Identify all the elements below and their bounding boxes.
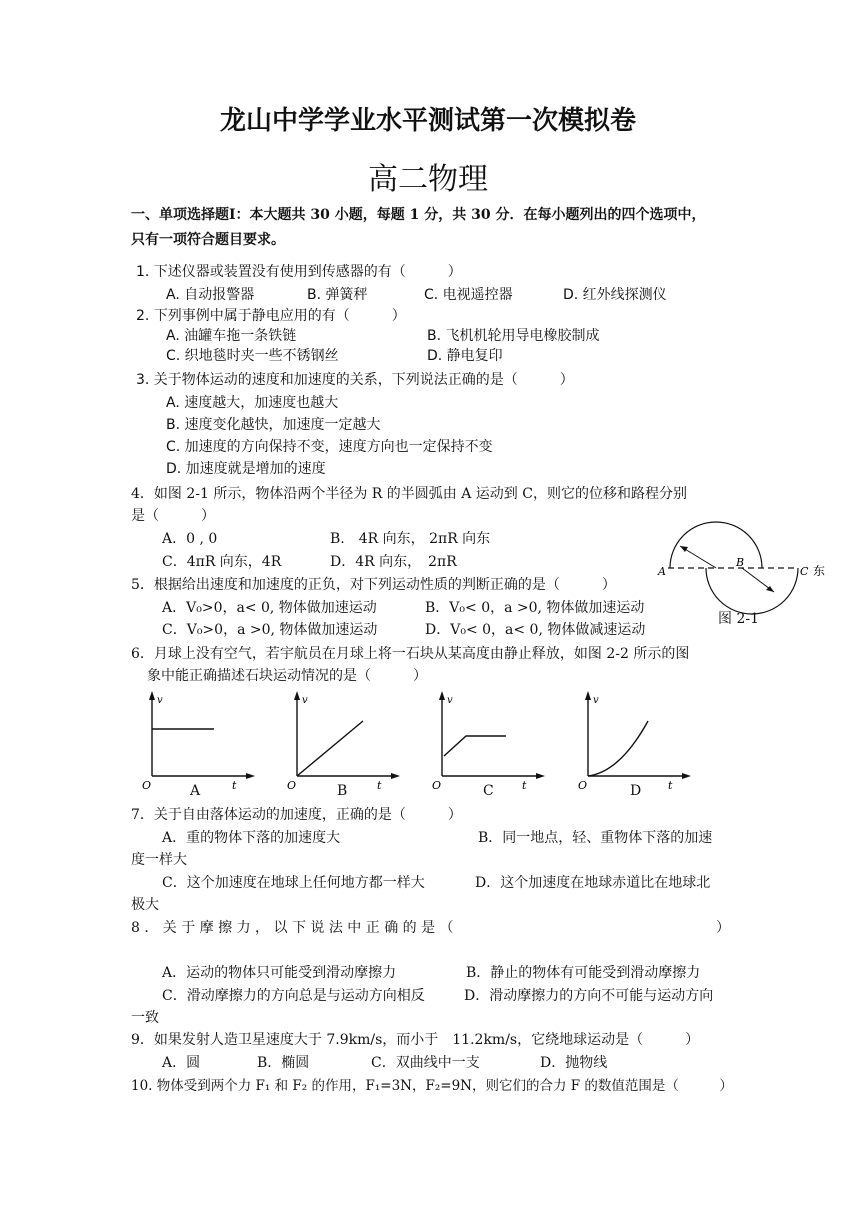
- q8-stem: 8 ． 关 于 摩 擦 力 ， 以 下 说 法 中 正 确 的 是 （: [131, 920, 454, 936]
- figure-label-a: A: [658, 565, 666, 578]
- q8-stem-paren: ）: [716, 920, 730, 936]
- q1-option-d: D. 红外线探测仪: [563, 287, 667, 303]
- q8-option-a: A．运动的物体只可能受到滑动摩擦力: [162, 965, 397, 981]
- graph-b-axis-v: v: [302, 695, 308, 706]
- graph-d-origin: O: [578, 779, 588, 792]
- figure-label-c: C: [800, 565, 809, 578]
- graph-a-axis-v: v: [157, 695, 163, 706]
- figure-label-b: B: [736, 556, 745, 569]
- graph-a-axis-t: t: [232, 779, 237, 792]
- graph-c-origin: O: [432, 779, 442, 792]
- graph-a-origin: O: [142, 779, 152, 792]
- figure-label-east: 东: [813, 564, 826, 578]
- q2-option-d: D. 静电复印: [427, 348, 503, 364]
- q4-stem-line2: 是（ ）: [131, 508, 215, 524]
- q9-option-a: A．圆: [162, 1055, 201, 1071]
- page-title: 龙山中学学业水平测试第一次模拟卷: [220, 106, 637, 136]
- q4-option-c: C．4πR 向东，4R: [162, 554, 282, 570]
- q3-option-a: A. 速度越大，加速度也越大: [166, 395, 339, 411]
- graph-c-axis-t: t: [522, 779, 527, 792]
- graph-c: [428, 688, 558, 796]
- q7-option-d-line2: 极大: [131, 897, 159, 913]
- q1-option-c: C. 电视遥控器: [424, 287, 513, 303]
- q2-option-a: A. 油罐车拖一条铁链: [166, 328, 297, 344]
- graph-b-line: [297, 721, 363, 776]
- q8-option-d-line1: D．滑动摩擦力的方向不可能与运动方向: [464, 988, 714, 1004]
- q5-option-d: D．V₀< 0，a< 0, 物体做减速运动: [425, 622, 646, 638]
- graph-label-d: D: [630, 783, 642, 799]
- section-heading-line1: 一、单项选择题Ⅰ：本大题共 30 小题，每题 1 分，共 30 分．在每小题列出的四个选项中，: [131, 207, 706, 223]
- graph-b-origin: O: [287, 779, 297, 792]
- graph-label-b: B: [337, 783, 348, 799]
- graph-d-axis-v: v: [593, 695, 599, 706]
- graph-d-curve: [588, 721, 648, 776]
- q3-option-c: C. 加速度的方向保持不变，速度方向也一定保持不变: [166, 439, 493, 455]
- q4-option-b: B. 4R 向东， 2πR 向东: [330, 531, 491, 547]
- q3-stem: 3. 关于物体运动的速度和加速度的关系，下列说法正确的是（ ）: [136, 372, 574, 388]
- q9-option-c: C．双曲线中一支: [371, 1055, 480, 1071]
- figure-2-1-caption: 图 2-1: [718, 611, 759, 627]
- q7-option-b-line1: B．同一地点，轻、重物体下落的加速: [478, 830, 713, 846]
- q2-stem: 2. 下列事例中属于静电应用的有（ ）: [136, 308, 406, 324]
- graph-d-axis-t: t: [668, 779, 673, 792]
- q6-stem-line1: 6．月球上没有空气，若宇航员在月球上将一石块从某高度由静止释放，如图 2-2 所示的图: [131, 646, 690, 662]
- q1-option-a: A. 自动报警器: [166, 287, 255, 303]
- q3-option-b: B. 速度变化越快，加速度一定越大: [166, 417, 381, 433]
- q7-option-d-line1: D．这个加速度在地球赤道比在地球北: [475, 875, 711, 891]
- q3-option-d: D. 加速度就是增加的速度: [166, 461, 326, 477]
- page-subtitle: 高二物理: [368, 162, 488, 197]
- graph-c-axis-v: v: [447, 695, 453, 706]
- graph-d: [574, 688, 704, 796]
- q6-stem-line2: 象中能正确描述石块运动情况的是（ ）: [147, 668, 427, 684]
- q2-option-c: C. 织地毯时夹一些不锈钢丝: [166, 348, 339, 364]
- q5-stem: 5．根据给出速度和加速度的正负，对下列运动性质的判断正确的是（ ）: [131, 577, 616, 593]
- q5-option-c: C．V₀>0，a >0, 物体做加速运动: [162, 622, 378, 638]
- q9-stem: 9．如果发射人造卫星速度大于 7.9km/s，而小于 11.2km/s，它绕地球运动是（ ）: [131, 1032, 700, 1048]
- q8-option-b: B．静止的物体有可能受到滑动摩擦力: [466, 965, 701, 981]
- q1-stem: 1. 下述仪器或装置没有使用到传感器的有（ ）: [136, 264, 462, 280]
- graph-c-line: [444, 736, 506, 756]
- graph-b: [283, 688, 413, 796]
- graph-a: [138, 688, 268, 796]
- q10-stem: 10. 物体受到两个力 F₁ 和 F₂ 的作用，F₁=3N，F₂=9N，则它们的合力 F 的数值范围是（ ）: [131, 1078, 733, 1094]
- q7-stem: 7．关于自由落体运动的加速度，正确的是（ ）: [131, 807, 462, 823]
- q2-option-b: B. 飞机机轮用导电橡胶制成: [427, 328, 600, 344]
- q8-option-d-line2: 一致: [131, 1010, 159, 1026]
- q8-option-c: C．滑动摩擦力的方向总是与运动方向相反: [162, 988, 425, 1004]
- graph-label-c: C: [483, 783, 494, 799]
- q1-option-b: B. 弹簧秤: [307, 287, 368, 303]
- q7-option-b-line2: 度一样大: [131, 852, 187, 868]
- q4-option-a: A．0 , 0: [162, 531, 218, 547]
- q5-option-b: B．V₀< 0，a >0, 物体做加速运动: [425, 600, 645, 616]
- graph-b-axis-t: t: [377, 779, 382, 792]
- graph-label-a: A: [190, 783, 201, 799]
- q4-stem-line1: 4．如图 2-1 所示，物体沿两个半径为 R 的半圆弧由 A 运动到 C，则它的位移和路程分别: [131, 486, 687, 502]
- section-heading-line2: 只有一项符合题目要求。: [131, 232, 285, 248]
- q5-option-a: A．V₀>0，a< 0, 物体做加速运动: [162, 600, 377, 616]
- q9-option-d: D．抛物线: [540, 1055, 608, 1071]
- q9-option-b: B．椭圆: [257, 1055, 310, 1071]
- q4-option-d: D．4R 向东， 2πR: [330, 554, 457, 570]
- q7-option-a: A．重的物体下落的加速度大: [162, 830, 341, 846]
- q7-option-c: C．这个加速度在地球上任何地方都一样大: [162, 875, 425, 891]
